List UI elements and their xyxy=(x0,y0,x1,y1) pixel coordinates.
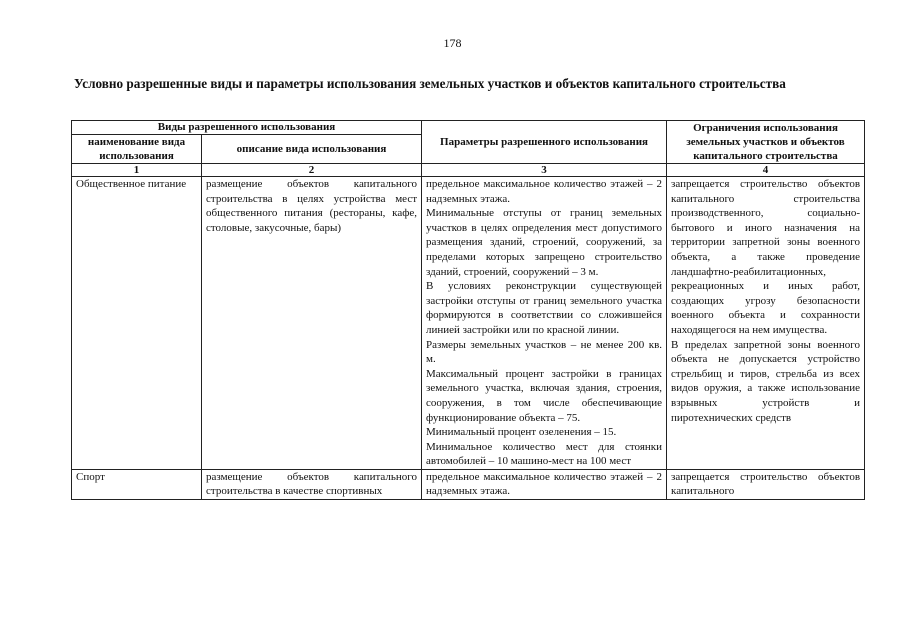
land-use-table xyxy=(71,120,865,500)
parameter-item: предельное максимальное количество этажей – 2 надземных этажа. xyxy=(426,178,663,205)
header-row-1 xyxy=(72,121,865,135)
restriction-item: запрещается строительство объектов капитального строительства производственного, социально-бытового и иного назначения на территории запретной зоны военного объекта, а также проведение ландшафтно-реабилитационных, xyxy=(671,178,861,278)
table-row xyxy=(72,177,865,470)
column-number-row xyxy=(72,164,865,177)
parameter-item: Минимальные отступы от границ земельных участков в целях определения мест допустимого размещения зданий, строений, сооружений, за пределами которых запрещено строительство зданий, строений, сооружений – 3 м. xyxy=(426,207,663,278)
use-restrictions: запрещается строительство объектов капитального xyxy=(667,469,865,499)
parameter-item: Минимальное количество мест для стоянки автомобилей – 10 машино-мест на 100 мест xyxy=(426,440,663,468)
page-title: Условно разрешенные виды и параметры использования земельных участков и объектов капитального строительства xyxy=(74,76,786,91)
header-col3: Параметры разрешенного использования xyxy=(422,121,667,164)
column-number-1: 1 xyxy=(72,164,202,177)
use-name: Общественное питание xyxy=(72,177,202,470)
use-parameters xyxy=(422,177,667,470)
header-group-label: Виды разрешенного использования xyxy=(72,121,422,135)
page-number: 178 xyxy=(443,36,462,50)
restriction-item: В пределах запретной зоны военного объекта не допускается устройство стрельбищ и тиров, стрельба из всех видов оружия, а также использование взрывных устройств и пиротехнических средств xyxy=(671,338,861,424)
parameter-item: Размеры земельных участков – не менее 200 кв. м. xyxy=(426,338,663,366)
parameter-item: Максимальный процент застройки в границах земельного участка, включая здания, строения, сооружения, в том числе обеспечивающие функционирование объекта – 75. xyxy=(426,367,663,424)
use-description: размещение объектов капитального строительства в целях устройства мест общественного питания (рестораны, кафе, столовые, закусочные, бары) xyxy=(202,177,422,470)
header-col4: Ограничения использования земельных участков и объектов капитального строительства xyxy=(667,121,865,164)
restriction-item: рекреационных и иных работ, создающих угрозу безопасности военного объекта и сохранности находящегося на нем имущества. xyxy=(671,280,861,336)
use-parameters: предельное максимальное количество этажей – 2 надземных этажа. xyxy=(422,469,667,499)
use-name: Спорт xyxy=(72,469,202,499)
table-row xyxy=(72,469,865,499)
column-number-3: 3 xyxy=(422,164,667,177)
column-number-4: 4 xyxy=(667,164,865,177)
parameter-item: Минимальный процент озеленения – 15. xyxy=(426,426,617,439)
use-description: размещение объектов капитального строительства в качестве спортивных xyxy=(202,469,422,499)
column-number-2: 2 xyxy=(202,164,422,177)
use-restrictions xyxy=(667,177,865,470)
header-col2: описание вида использования xyxy=(202,135,422,164)
parameter-item: В условиях реконструкции существующей застройки отступы от границ земельного участка формируются в соответствии со сложившейся линией застройки или по красной линии. xyxy=(426,280,663,336)
header-col1: наименование вида использования xyxy=(72,135,202,164)
